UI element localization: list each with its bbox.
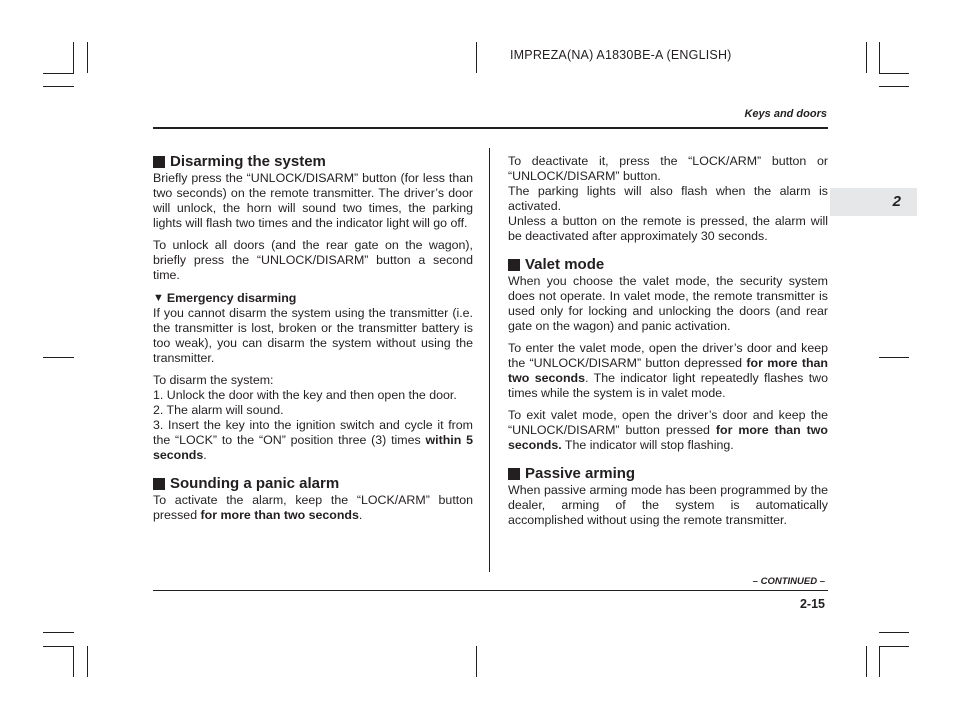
- paragraph: To exit valet mode, open the driver’s door and keep the “UNLOCK/DISARM” button pressed for more than two seconds. The indicator will stop flashing.: [508, 408, 828, 452]
- paragraph: To deactivate it, press the “LOCK/ARM” button or “UNLOCK/DISARM” button.: [508, 154, 828, 183]
- header-rule: [153, 127, 828, 129]
- subsection-heading: ▼ Emergency disarming: [153, 291, 297, 305]
- paragraph: To unlock all doors (and the rear gate on the wagon), briefly press the “UNLOCK/DISARM” button a second time.: [153, 238, 473, 282]
- column-divider: [489, 148, 490, 572]
- paragraph: Unless a button on the remote is pressed, the alarm will be deactivated after approximately 30 seconds.: [508, 214, 828, 243]
- list-item: 2. The alarm will sound.: [153, 403, 284, 417]
- paragraph: The parking lights will also flash when the alarm is activated.: [508, 184, 828, 213]
- paragraph: To enter the valet mode, open the driver’s door and keep the “UNLOCK/DISARM” button depressed for more than two seconds. The indicator light repeatedly flashes two times while the system is in valet mode.: [508, 341, 828, 400]
- section-heading: Disarming the system: [153, 153, 473, 171]
- list-item: 3. Insert the key into the ignition switch and cycle it from the “LOCK” to the “ON” position three (3) times within 5 seconds.: [153, 418, 473, 462]
- continued-label: – CONTINUED –: [752, 576, 825, 587]
- right-column: [508, 154, 828, 528]
- left-column: [153, 153, 473, 523]
- paragraph: When passive arming mode has been programmed by the dealer, arming of the system is automatically accomplished without using the remote transmitter.: [508, 483, 828, 527]
- section-heading: Sounding a panic alarm: [153, 475, 473, 493]
- section-title: Keys and doors: [744, 108, 827, 120]
- square-bullet-icon: [153, 478, 165, 490]
- chapter-tab: [830, 188, 917, 216]
- paragraph: To activate the alarm, keep the “LOCK/ARM” button pressed for more than two seconds.: [153, 493, 473, 522]
- square-bullet-icon: [153, 156, 165, 168]
- section-heading: Passive arming: [508, 465, 828, 483]
- chapter-number: 2: [892, 193, 901, 210]
- paragraph: When you choose the valet mode, the security system does not operate. In valet mode, the remote transmitter is used only for locking and unlocking the doors (and rear gate on the wagon) and panic activation.: [508, 274, 828, 333]
- paragraph: To disarm the system:: [153, 373, 274, 387]
- square-bullet-icon: [508, 468, 520, 480]
- paragraph: If you cannot disarm the system using the transmitter (i.e. the transmitter is lost, broken or the transmitter battery is too weak), you can disarm the system without using the transmitter.: [153, 306, 473, 365]
- square-bullet-icon: [508, 259, 520, 271]
- footer-rule: [153, 590, 828, 591]
- paragraph: Briefly press the “UNLOCK/DISARM” button (for less than two seconds) on the remote transmitter. The driver’s door will unlock, the horn will sound two times, the parking lights will flash two times and the indicator light will go off.: [153, 171, 473, 230]
- list-item: 1. Unlock the door with the key and then open the door.: [153, 388, 457, 402]
- page-number: 2-15: [799, 597, 825, 611]
- triangle-down-icon: ▼: [153, 292, 164, 304]
- document-id: IMPREZA(NA) A1830BE-A (ENGLISH): [510, 48, 732, 62]
- section-heading: Valet mode: [508, 256, 828, 274]
